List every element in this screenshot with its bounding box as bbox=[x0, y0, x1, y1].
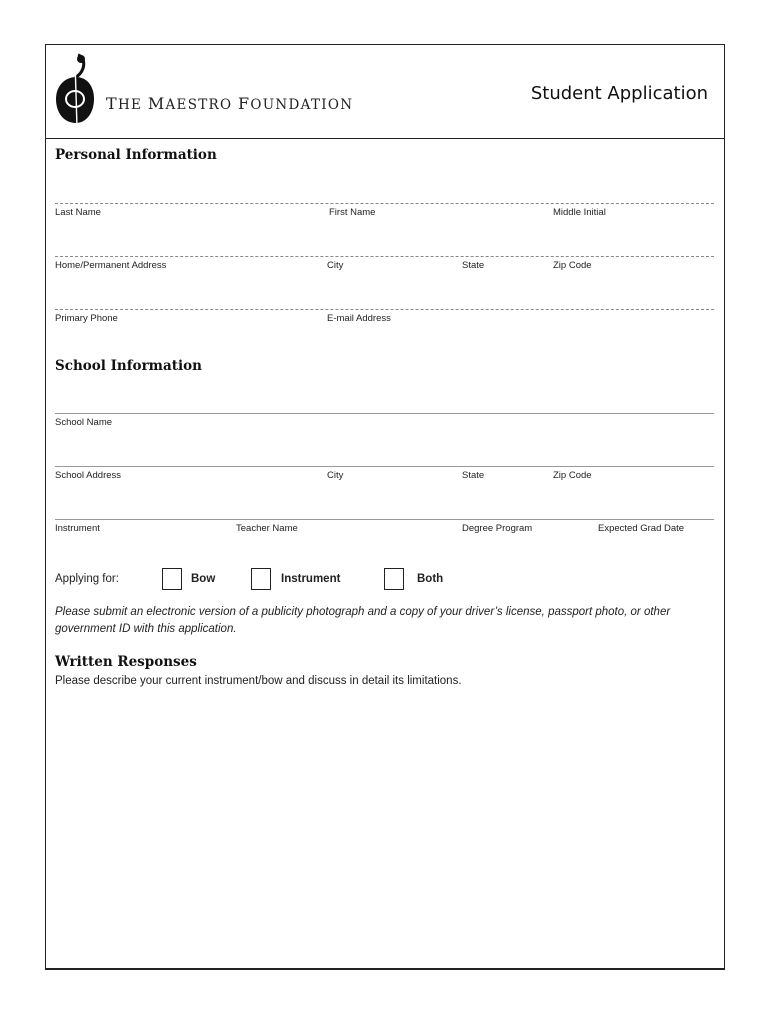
name-line[interactable] bbox=[55, 203, 714, 204]
primary-phone-label: Primary Phone bbox=[55, 313, 118, 324]
bow-checkbox[interactable] bbox=[162, 568, 182, 590]
city-label: City bbox=[327, 260, 344, 271]
degree-program-label: Degree Program bbox=[462, 523, 533, 534]
school-city-label: City bbox=[327, 470, 344, 481]
school-address-label: School Address bbox=[55, 470, 122, 481]
treble-clef-logo-icon bbox=[52, 53, 100, 129]
instrument-label: Instrument bbox=[55, 523, 100, 534]
written-responses-heading: Written Responses bbox=[55, 654, 197, 670]
school-name-label: School Name bbox=[55, 417, 113, 428]
last-name-label: Last Name bbox=[55, 207, 101, 218]
application-form bbox=[45, 44, 725, 970]
middle-initial-label: Middle Initial bbox=[553, 207, 606, 218]
school-name-line[interactable] bbox=[55, 413, 714, 414]
first-name-label: First Name bbox=[329, 207, 376, 218]
submission-note: Please submit an electronic version of a publicity photograph and a copy of your driver’s license, passport photo, or other government ID with this application. bbox=[55, 606, 671, 635]
bow-option-label: Bow bbox=[191, 573, 216, 585]
written-response-prompt: Please describe your current instrument/bow and discuss in detail its limitations. bbox=[55, 675, 462, 687]
both-option-label: Both bbox=[417, 573, 444, 585]
state-label: State bbox=[462, 260, 485, 271]
address-line[interactable] bbox=[55, 256, 714, 257]
applying-for-label: Applying for: bbox=[55, 573, 119, 585]
form-header bbox=[46, 45, 724, 139]
school-zip-label: Zip Code bbox=[553, 470, 592, 481]
school-state-label: State bbox=[462, 470, 485, 481]
teacher-name-label: Teacher Name bbox=[236, 523, 298, 534]
org-name: THE MAESTRO FOUNDATION bbox=[106, 94, 354, 113]
personal-info-heading: Personal Information bbox=[55, 147, 217, 163]
school-address-line[interactable] bbox=[55, 466, 714, 467]
home-address-label: Home/Permanent Address bbox=[55, 260, 167, 271]
contact-line[interactable] bbox=[55, 309, 714, 310]
zip-label: Zip Code bbox=[553, 260, 592, 271]
grad-date-label: Expected Grad Date bbox=[598, 523, 685, 534]
email-label: E-mail Address bbox=[327, 313, 391, 324]
both-checkbox[interactable] bbox=[384, 568, 404, 590]
program-line[interactable] bbox=[55, 519, 714, 520]
school-info-heading: School Information bbox=[55, 358, 202, 374]
page-title: Student Application bbox=[530, 83, 708, 104]
instrument-checkbox[interactable] bbox=[251, 568, 271, 590]
instrument-option-label: Instrument bbox=[281, 573, 341, 585]
